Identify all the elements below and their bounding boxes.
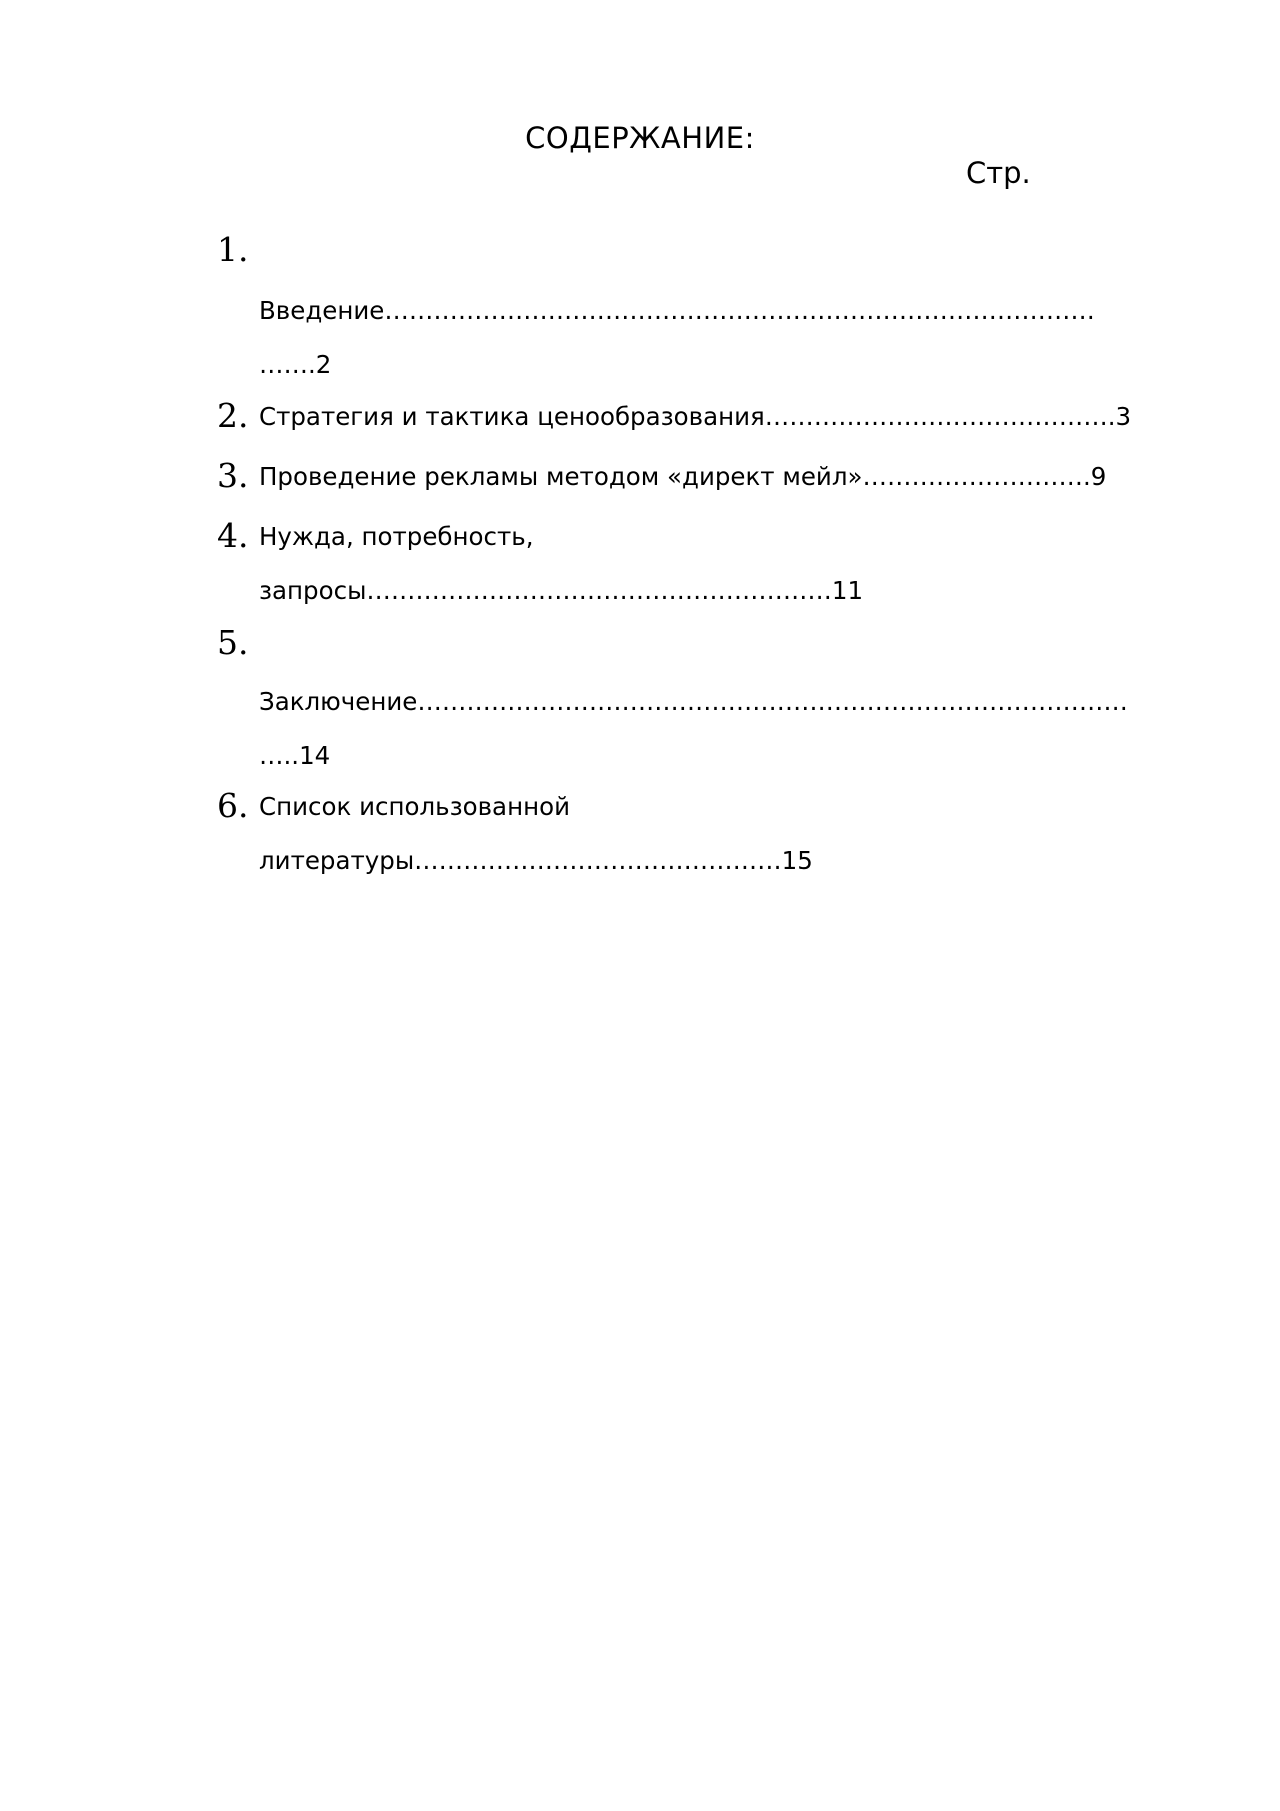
toc-item-number: 6. [217, 786, 249, 825]
toc-item-line: Список использованной [259, 792, 571, 821]
toc-item-line: …….2 [259, 350, 332, 379]
toc-item-line: запросы…………………………………………………11 [259, 576, 864, 605]
toc-item-line: литературы………………………………………15 [259, 846, 813, 875]
toc-item-line: Введение…………………………………………………………………………… [259, 296, 1095, 325]
toc-item-line: …..14 [259, 741, 331, 770]
toc-item-line: Заключение…………………………………………………………………………… [259, 687, 1128, 716]
toc-item-line: Стратегия и тактика ценообразования…………………………………….3 [259, 402, 1132, 431]
toc-item-number: 5. [217, 623, 249, 662]
toc-item-number: 1. [217, 230, 249, 269]
toc-item-number: 3. [217, 456, 249, 495]
page-column-label: Стр. [966, 156, 1031, 190]
toc-item-number: 2. [217, 396, 249, 435]
toc-item-number: 4. [217, 516, 249, 555]
toc-item-line: Нужда, потребность, [259, 522, 534, 551]
toc-item-line: Проведение рекламы методом «директ мейл»……………………….9 [259, 462, 1107, 491]
toc-heading: СОДЕРЖАНИЕ: [525, 121, 755, 155]
